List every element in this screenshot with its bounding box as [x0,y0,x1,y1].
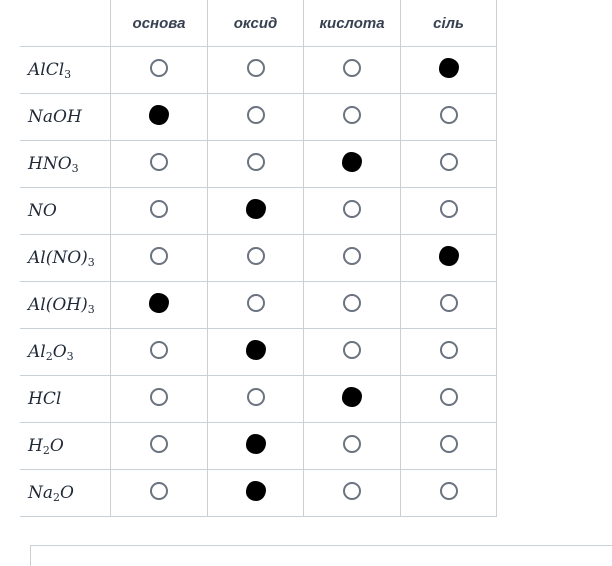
option-cell [304,141,401,188]
option-cell [208,141,304,188]
option-cell [208,329,304,376]
formula-label [20,282,111,329]
radio-кислота[interactable] [343,200,361,218]
option-cell [208,470,304,517]
option-cell [111,329,208,376]
formula-tail: O [49,435,64,456]
option-cell [111,47,208,94]
option-cell [111,423,208,470]
radio-основа[interactable] [150,153,168,171]
formula-label [20,423,111,470]
table-row [20,376,497,423]
formula-tail: O [52,341,67,362]
radio-кислота[interactable] [343,388,361,406]
formula-text: HCl [28,389,62,409]
option-cell [111,470,208,517]
radio-кислота[interactable] [343,294,361,312]
option-cell [111,282,208,329]
column-header: оксид [208,0,304,47]
formula-text: NO [28,201,57,221]
option-cell [111,141,208,188]
radio-сіль[interactable] [440,59,458,77]
formula-text: NaOH [28,107,82,127]
radio-сіль[interactable] [440,341,458,359]
option-cell [208,376,304,423]
radio-кислота[interactable] [343,435,361,453]
formula-label [20,329,111,376]
radio-кислота[interactable] [343,482,361,500]
radio-сіль[interactable] [440,294,458,312]
option-cell [208,94,304,141]
formula-subscript: 3 [87,302,95,316]
radio-основа[interactable] [150,482,168,500]
table-row [20,235,497,282]
radio-оксид[interactable] [247,200,265,218]
formula-label [20,470,111,517]
option-cell [208,423,304,470]
option-cell [401,376,497,423]
formula-text: Na [28,482,54,503]
radio-основа[interactable] [150,294,168,312]
radio-основа[interactable] [150,59,168,77]
radio-оксид[interactable] [247,388,265,406]
formula-subscript: 2 [42,443,50,457]
column-header: сіль [401,0,497,47]
radio-оксид[interactable] [247,247,265,265]
formula-subscript: 3 [87,255,95,269]
table-row [20,47,497,94]
column-header: основа [111,0,208,47]
option-cell [401,141,497,188]
radio-основа[interactable] [150,200,168,218]
radio-сіль[interactable] [440,435,458,453]
option-cell [401,47,497,94]
formula-label [20,376,111,423]
option-cell [304,470,401,517]
option-cell [111,235,208,282]
option-cell [304,47,401,94]
formula-subscript: 3 [66,349,74,363]
radio-сіль[interactable] [440,482,458,500]
table-row [20,470,497,517]
option-cell [304,94,401,141]
table-row [20,141,497,188]
radio-оксид[interactable] [247,341,265,359]
option-cell [111,376,208,423]
option-cell [401,235,497,282]
option-cell [111,94,208,141]
radio-кислота[interactable] [343,247,361,265]
radio-кислота[interactable] [343,106,361,124]
radio-оксид[interactable] [247,294,265,312]
radio-основа[interactable] [150,341,168,359]
formula-subscript: 2 [45,349,53,363]
radio-кислота[interactable] [343,59,361,77]
option-cell [401,329,497,376]
option-cell [401,188,497,235]
formula-text: HNO [28,153,72,174]
table-row [20,329,497,376]
formula-label [20,141,111,188]
formula-text: Al [28,341,46,362]
option-cell [401,423,497,470]
radio-основа[interactable] [150,435,168,453]
formula-label [20,188,111,235]
radio-сіль[interactable] [440,153,458,171]
corner-cell [20,0,111,47]
table-row [20,94,497,141]
option-cell [401,470,497,517]
option-cell [304,376,401,423]
option-cell [304,423,401,470]
radio-кислота[interactable] [343,153,361,171]
radio-оксид[interactable] [247,482,265,500]
formula-text: Al(OH) [28,294,88,315]
formula-label [20,47,111,94]
header-row [20,0,497,47]
radio-основа[interactable] [150,388,168,406]
table-row [20,282,497,329]
radio-сіль[interactable] [440,106,458,124]
formula-text: Al(NO) [28,247,88,268]
column-header: кислота [304,0,401,47]
radio-оксид[interactable] [247,435,265,453]
table-row [20,423,497,470]
radio-кислота[interactable] [343,341,361,359]
option-cell [401,94,497,141]
radio-сіль[interactable] [440,200,458,218]
radio-основа[interactable] [150,247,168,265]
option-cell [304,188,401,235]
option-cell [208,235,304,282]
formula-text: H [28,435,43,456]
formula-label [20,94,111,141]
table-row [20,188,497,235]
radio-оксид[interactable] [247,153,265,171]
option-cell [304,329,401,376]
option-cell [208,47,304,94]
classification-table [20,0,497,517]
formula-text: AlCl [28,59,65,80]
option-cell [304,282,401,329]
radio-сіль[interactable] [440,388,458,406]
option-cell [208,188,304,235]
formula-subscript: 3 [71,161,79,175]
radio-оксид[interactable] [247,59,265,77]
formula-label [20,235,111,282]
formula-subscript: 2 [53,490,61,504]
option-cell [111,188,208,235]
radio-основа[interactable] [150,106,168,124]
formula-tail: O [60,482,74,503]
radio-сіль[interactable] [440,247,458,265]
answer-box [30,545,612,566]
option-cell [304,235,401,282]
radio-оксид[interactable] [247,106,265,124]
formula-subscript: 3 [64,67,72,81]
option-cell [401,282,497,329]
option-cell [208,282,304,329]
